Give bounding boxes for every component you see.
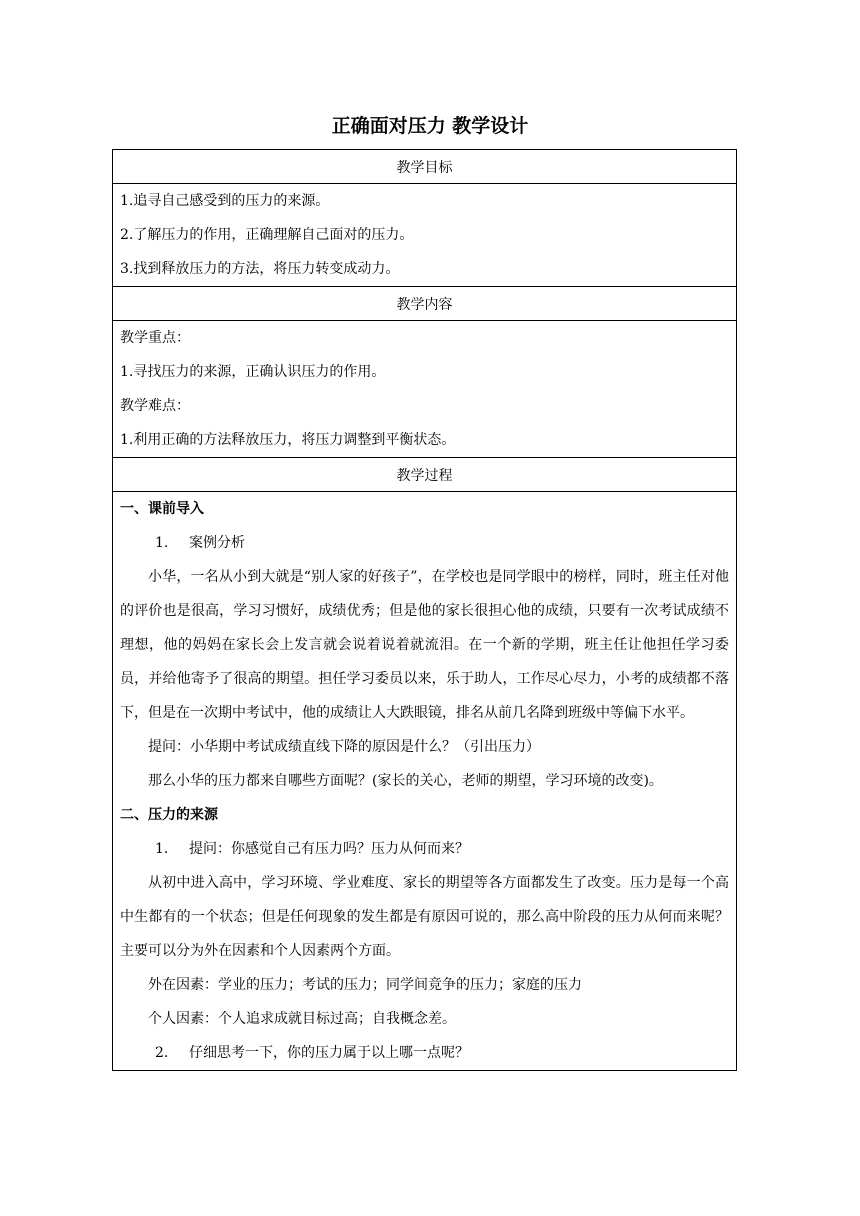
content-row (113, 321, 737, 458)
personal-factors: 个人因素：个人追求成就目标过高；自我概念差。 (148, 1011, 456, 1027)
content-cell (113, 321, 737, 458)
goals-cell (113, 184, 737, 287)
process-cell (113, 492, 737, 1071)
key-points-label: 教学重点： (120, 330, 190, 346)
process-header: 教学过程 (113, 458, 737, 492)
goals-row (113, 184, 737, 287)
sub-item-text: 提问：你感觉自己有压力吗？压力从何而来？ (189, 841, 469, 857)
sub-item (120, 1036, 729, 1070)
lesson-plan-table (112, 149, 737, 1071)
sub-item-number: 1. (155, 535, 169, 551)
document-title: 正确面对压力 教学设计 (331, 115, 529, 137)
goal-item: 1.追寻自己感受到的压力的来源。 (120, 193, 330, 209)
sources-paragraph: 从初中进入高中，学习环境、学业难度、家长的期望等各方面都发生了改变。压力是每一个高中生都有的一个状态；但是任何现象的发生都是有原因可说的，那么高中阶段的压力从何而来呢？主要可以分为外在因素和个人因素两个方面。 (120, 875, 729, 959)
section-heading: 二、压力的来源 (120, 807, 218, 823)
question-1: 提问：小华期中考试成绩直线下降的原因是什么？（引出压力） (148, 739, 540, 755)
goal-item: 3.找到释放压力的方法，将压力转变成动力。 (120, 261, 400, 277)
sub-item-number: 1. (155, 841, 169, 857)
difficulty-label: 教学难点： (120, 398, 190, 414)
sub-item-number: 2. (155, 1045, 169, 1061)
sub-item (120, 526, 729, 560)
case-paragraph: 小华，一名从小到大就是“别人家的好孩子”，在学校也是同学眼中的榜样，同时，班主任对他的评价也是很高，学习习惯好，成绩优秀；但是他的家长很担心他的成绩，只要有一次考试成绩不理想，他的妈妈在家长会上发言就会说着说着就流泪。在一个新的学期，班主任让他担任学习委员，并给他寄予了很高的期望。担任学习委员以来，乐于助人，工作尽心尽力，小考的成绩都不落下，但是在一次期中考试中，他的成绩让人大跌眼镜，排名从前几名降到班级中等偏下水平。 (120, 569, 729, 721)
sub-item-label: 案例分析 (189, 535, 245, 551)
goals-header-row (113, 150, 737, 184)
section-heading: 一、课前导入 (120, 501, 204, 517)
difficulty-item: 1.利用正确的方法释放压力，将压力调整到平衡状态。 (120, 432, 456, 448)
content-header-row (113, 287, 737, 321)
question-2: 那么小华的压力都来自哪些方面呢？(家长的关心，老师的期望，学习环境的改变)。 (148, 773, 663, 789)
external-factors: 外在因素：学业的压力；考试的压力；同学间竞争的压力；家庭的压力 (148, 977, 582, 993)
process-header-row (113, 458, 737, 492)
content-header: 教学内容 (113, 287, 737, 321)
sub-item-text: 仔细思考一下，你的压力属于以上哪一点呢？ (189, 1045, 469, 1061)
process-row (113, 492, 737, 1071)
goals-header: 教学目标 (113, 150, 737, 184)
key-point-item: 1.寻找压力的来源，正确认识压力的作用。 (120, 364, 386, 380)
sub-item (120, 832, 729, 866)
goal-item: 2.了解压力的作用，正确理解自己面对的压力。 (120, 227, 414, 243)
